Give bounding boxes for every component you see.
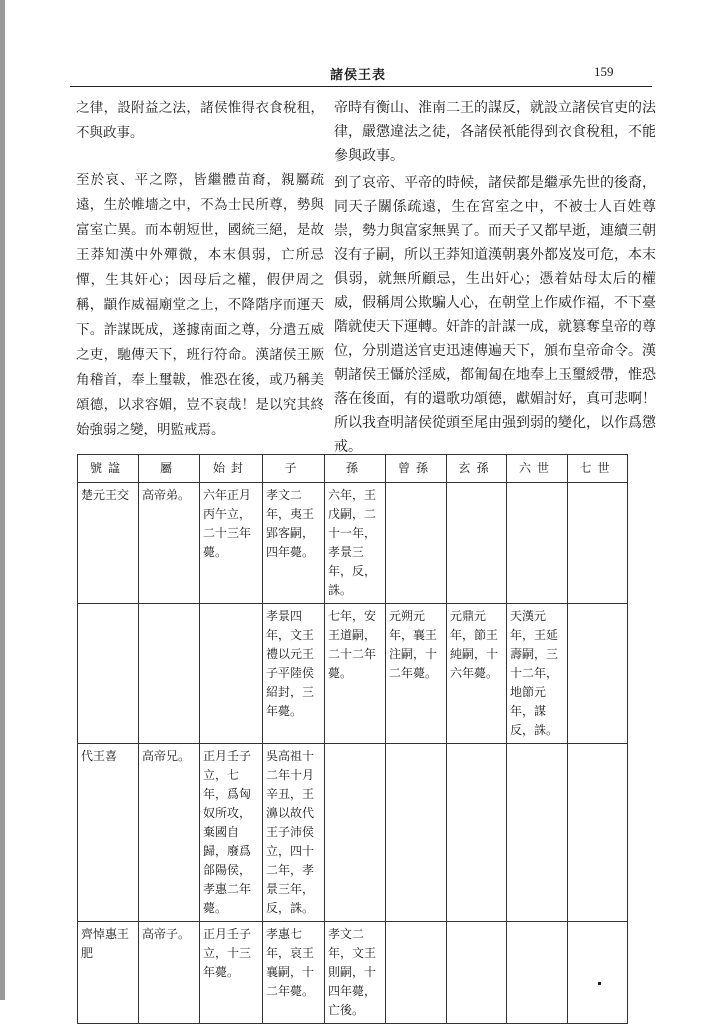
- table-cell: [568, 604, 628, 744]
- table-cell: 高帝兄。: [139, 744, 200, 922]
- table-cell: 吳高祖十二年十月辛丑，王濞以故代王子沛侯立，四十二年，孝景三年，反，誅。: [263, 744, 325, 922]
- table-cell: [447, 483, 507, 604]
- table-cell: 六年正月丙午立，二十三年薨。: [200, 483, 263, 604]
- table-cell: [386, 922, 447, 1024]
- header-great-great-grandson: 玄孫: [447, 455, 507, 483]
- table-cell: 七年，安王道嗣，二十二年薨。: [325, 604, 386, 744]
- header-relation: 屬: [139, 455, 200, 483]
- table-cell: [568, 922, 628, 1024]
- table-row: [78, 744, 628, 922]
- table-cell: 元鼎元年，節王純嗣，十六年薨。: [447, 604, 507, 744]
- header-grandson: 孫: [325, 455, 386, 483]
- header-son: 子: [263, 455, 325, 483]
- table-cell: 楚元王交: [78, 483, 139, 604]
- table-cell: 高帝子。: [139, 922, 200, 1024]
- classical-paragraph-2: 至於哀、平之際，皆繼體苗裔，親屬疏遠，生於帷墻之中，不為士民所尊，勢與富室亡異。而本朝短世，國統三絕，是故王莽知漢中外殫微，本末俱弱，亡所忌憚，生其奸心；因母后之權，假伊周之稱，顓作威福廟堂之上，不降階序而運天下。詐謀既成，遂據南面之尊，分遣五威之吏，馳傳天下，班行符命。漢諸侯王厥角稽首，奉上璽韍，惟恐在後，或乃稱美頌德，以求容媚，豈不哀哉！是以究其終始強弱之變，明監戒焉。: [76, 172, 324, 438]
- table-cell: [447, 922, 507, 1024]
- table-header-row: [78, 455, 628, 483]
- header-seventh-generation: 七世: [568, 455, 628, 483]
- page-edge-shadow: [0, 0, 5, 1000]
- table-cell: [325, 744, 386, 922]
- table-cell: 孝惠七年，哀王襄嗣，十二年薨。: [263, 922, 325, 1024]
- table-cell: [447, 744, 507, 922]
- footer-mark: [598, 982, 601, 985]
- table-cell: [78, 604, 139, 744]
- table-cell: [507, 922, 568, 1024]
- header-rule: [70, 86, 652, 87]
- table-cell: [568, 744, 628, 922]
- header-great-grandson: 曾孫: [386, 455, 447, 483]
- table-row: [78, 604, 628, 744]
- table-cell: 孝文二年，文王則嗣，十四年薨，亡後。: [325, 922, 386, 1024]
- classical-paragraph-1: 之律，設附益之法，諸侯惟得衣食稅租，不與政事。: [76, 100, 324, 141]
- translation-paragraph-2: 到了哀帝、平帝的時候，諸侯都是繼承先世的後裔，同天子關係疏遠，生在宮室之中，不被士人百姓尊崇，勢力與富家無異了。而天子又都早逝，連續三朝沒有子嗣，所以王莽知道漢朝裏外都岌岌可危，本末俱弱，就無所顧忌，生出奸心；憑着姑母太后的權威，假稱周公欺騙人心，在朝堂上作威作福，不下臺階就使天下運轉。奸詐的計謀一成，就篡奪皇帝的尊位，分別遣送官吏迅速傳遍天下，頒布皇帝命令。漢朝諸侯王懾於淫威，都匍匐在地奉上玉璽綬帶，惟恐落在後面，有的還歌功頌德，獻媚討好，真可悲啊！所以我查明諸侯從頭至尾由强到弱的變化，以作爲懲戒。: [334, 175, 656, 455]
- table-cell: 元朔元年，襄王注嗣，十二年薨。: [386, 604, 447, 744]
- running-header-title: 諸侯王表: [330, 68, 387, 83]
- table-row: [78, 483, 628, 604]
- table-cell: [507, 483, 568, 604]
- lineage-table: [77, 454, 628, 1024]
- table-cell: 齊悼惠王肥: [78, 922, 139, 1024]
- table-cell: [386, 483, 447, 604]
- header-sixth-generation: 六世: [507, 455, 568, 483]
- table-cell: [139, 604, 200, 744]
- header-enfeoffment: 始封: [200, 455, 263, 483]
- table-row: [78, 922, 628, 1024]
- table-cell: [568, 483, 628, 604]
- page-number: 159: [594, 64, 614, 79]
- table-cell: [386, 744, 447, 922]
- table-cell: 正月壬子立，七年，爲匈奴所攻，棄國自歸，廢爲郃陽侯，孝惠二年薨。: [200, 744, 263, 922]
- table-cell: [507, 744, 568, 922]
- header-posthumous-title: 號諡: [78, 455, 139, 483]
- table-cell: 代王喜: [78, 744, 139, 922]
- classical-text-column: [76, 96, 324, 443]
- table-cell: 高帝弟。: [139, 483, 200, 604]
- table-cell: 孝景四年，文王禮以元王子平陸侯紹封，三年薨。: [263, 604, 325, 744]
- translation-paragraph-1: 帝時有衡山、淮南二王的謀反，就設立諸侯官吏的法律，嚴懲違法之徒，各諸侯衹能得到衣食稅租，不能參與政事。: [334, 100, 656, 164]
- table-cell: 孝文二年，夷王郢客嗣，四年薨。: [263, 483, 325, 604]
- table-cell: 天漢元年，王延壽嗣，三十二年，地節元年，謀反，誅。: [507, 604, 568, 744]
- translation-text-column: [334, 96, 656, 459]
- table-cell: 六年，王戊嗣，二十一年，孝景三年，反，誅。: [325, 483, 386, 604]
- table-cell: 正月壬子立，十三年薨。: [200, 922, 263, 1024]
- table-cell: [200, 604, 263, 744]
